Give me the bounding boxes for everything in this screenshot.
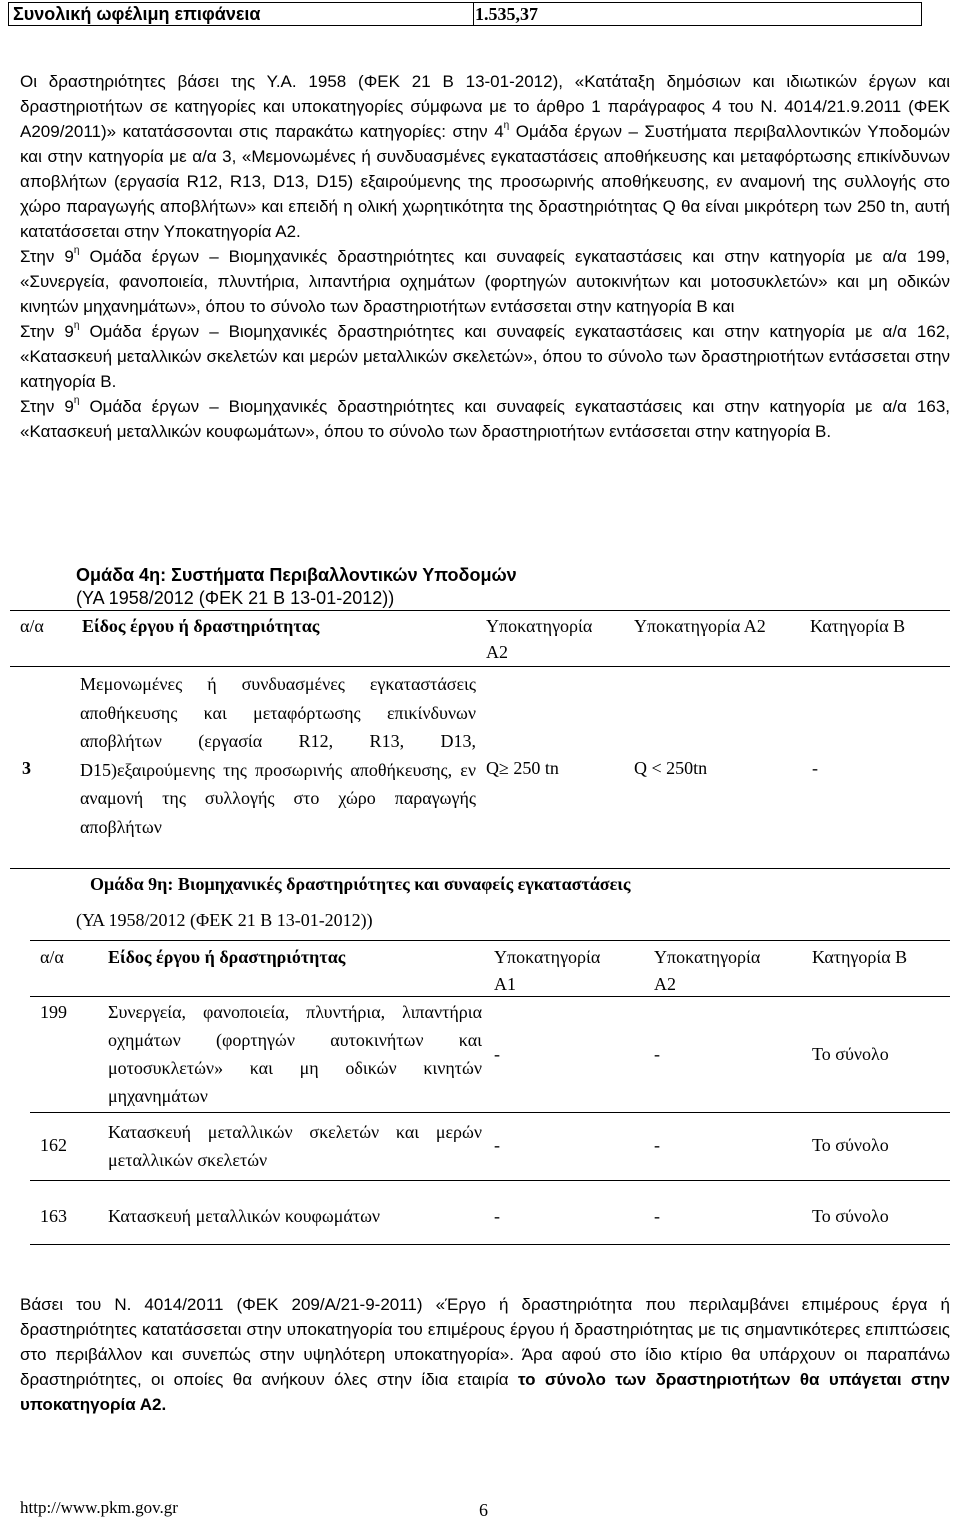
group9-row-aa: 162: [40, 1135, 67, 1155]
page-number: 6: [479, 1500, 488, 1520]
group9-header-type: Είδος έργου ή δραστηριότητας: [108, 947, 346, 967]
summary-bar: [8, 2, 922, 26]
group9-header-sub2-line1: Υποκατηγορία: [654, 947, 761, 967]
group4-header-cat-b: Κατηγορία Β: [810, 616, 906, 636]
group4-header-type: Είδος έργου ή δραστηριότητας: [82, 616, 320, 636]
group4-row-cat-b: -: [812, 758, 818, 778]
group9-row-description: Κατασκευή μεταλλικών κουφωμάτων: [108, 1206, 381, 1226]
group9-row-cat-b: Το σύνολο: [812, 1206, 889, 1226]
group9-header-sub1-line2: Α1: [494, 974, 516, 994]
intro-paragraph-4: Στην $9^\eta$ Ομάδα έργων – Βιομηχανικές δραστηριότητες και συναφείς εγκαταστάσεις και στην κατηγορία με α/α 163, «Κατασκευή μεταλλικών κουφωμάτων», όπου το σύνολο των δραστηριοτήτων εντάσσεται στην κατηγορία Β.: [20, 395, 950, 441]
group9-row-a1: -: [494, 1206, 500, 1226]
group4-title: Ομάδα 4η: Συστήματα Περιβαλλοντικών Υποδομών: [76, 565, 517, 585]
intro-paragraph-2: Στην $9^\eta$ Ομάδα έργων – Βιομηχανικές δραστηριότητες και συναφείς εγκαταστάσεις και στην κατηγορία με α/α 199, «Συνεργεία, φανοποιεία, πλυντήρια, λιπαντήρια οχημάτων (φορτηγών αυτοκινήτων και μοτοσυκλετών» και μη οδικών κινητών μηχανημάτων», όπου το σύνολο των δραστηριοτήτων εντάσσεται στην κατηγορία Β και: [20, 245, 950, 316]
group9-subtitle: (ΥΑ 1958/2012 (ΦΕΚ 21 Β 13-01-2012)): [76, 910, 373, 930]
outro-bold: το σύνολο των δραστηριοτήτων θα υπάγεται στην υποκατηγορία Α2.: [20, 1370, 950, 1414]
outro-text: [20, 1292, 950, 1417]
group9-row-a2: -: [654, 1206, 660, 1226]
group9-row-cat-b: Το σύνολο: [812, 1044, 889, 1064]
group9-row-cat-b: Το σύνολο: [812, 1135, 889, 1155]
group9-header-cat-b: Κατηγορία Β: [812, 947, 908, 967]
group4-header-sub1-line2: Α2: [486, 642, 508, 662]
group4-row-description: Μεμονωμένες ή συνδυασμένες εγκαταστάσεις αποθήκευσης και μεταφόρτωσης επικίνδυνων αποβλήτων (εργασία R12, R13, D13, D15)εξαιρούμενης της προσωρινής αποθήκευσης, εν αναμονή της συλλογής στο χώρο παραγωγής αποβλήτων: [80, 674, 476, 837]
group9-row-aa: 199: [40, 1002, 67, 1022]
outro-plain: Βάσει του Ν. 4014/2011 (ΦΕΚ 209/Α/21-9-2011) «Έργο ή δραστηριότητα που περιλαμβάνει επιμέρους έργα ή δραστηριότητες κατατάσσεται στην υποκατηγορία του επιμέρους έργου ή δραστηριότητας με τις σημαντικότερες επιπτώσεις στο περιβάλλον και συνεπώς στην υψηλότερη υποκατηγορία». Άρα αφού στο ίδιο κτίριο θα υπάρχουν οι παραπάνω δραστηριότητες, οι οποίες θα ανήκουν όλες στην ίδια εταιρία: [20, 1295, 950, 1389]
group4-row-sub2: Q < 250tn: [634, 758, 708, 778]
group4-header-aa: α/α: [20, 616, 44, 636]
group9-row-a2: -: [654, 1044, 660, 1064]
group9-header-aa: α/α: [40, 947, 64, 967]
group9-header-sub2-line2: Α2: [654, 974, 676, 994]
group9-row-description: Συνεργεία, φανοποιεία, πλυντήρια, λιπαντήρια οχημάτων (φορτηγών αυτοκινήτων και μοτοσυκλετών» και μη οδικών κινητών μηχανημάτων: [108, 1002, 482, 1106]
group9-title: Ομάδα 9η: Βιομηχανικές δραστηριότητες και συναφείς εγκαταστάσεις: [90, 874, 631, 894]
intro-paragraph-3: Στην $9^\eta$ Ομάδα έργων – Βιομηχανικές δραστηριότητες και συναφείς εγκαταστάσεις και στην κατηγορία με α/α 162, «Κατασκευή μεταλλικών σκελετών και μερών μεταλλικών σκελετών», όπου το σύνολο των δραστηριοτήτων εντάσσεται στην κατηγορία Β.: [20, 320, 950, 391]
summary-label: Συνολική ωφέλιμη επιφάνεια: [9, 3, 474, 25]
summary-value: 1.535,37: [475, 4, 538, 24]
group9-row-a2: -: [654, 1135, 660, 1155]
intro-paragraph-1: Οι δραστηριότητες βάσει της Υ.Α. 1958 (ΦΕΚ 21 Β 13-01-2012), «Κατάταξη δημόσιων και ιδιωτικών έργων και δραστηριοτήτων σε κατηγορίες και υποκατηγορίες σύμφωνα με το άρθρο 1 παράγραφος 4 του Ν. 4014/21.9.2011 (ΦΕΚ Α209/2011)» κατατάσσονται στις παρακάτω κατηγορίες: στην $4^\eta$ Ομάδα έργων – Συστήματα περιβαλλοντικών Υποδομών και στην κατηγορία με α/α 3, «Μεμονωμένες ή συνδυασμένες εγκαταστάσεις αποθήκευσης και μεταφόρτωσης επικίνδυνων αποβλήτων (εργασία R12, R13, D13, D15) εξαιρούμενης της προσωρινής αποθήκευσης, εν αναμονή της συλλογής στο χώρο παραγωγής αποβλήτων» και επειδή η ολική χωρητικότητα της δραστηριότητας Q θα είναι μικρότερη των 250 tn, αυτή κατατάσσεται στην Υποκατηγορία Α2.: [20, 72, 950, 241]
group9-header-sub1-line1: Υποκατηγορία: [494, 947, 601, 967]
group4-header-sub1-line1: Υποκατηγορία: [486, 616, 593, 636]
group9-row-aa: 163: [40, 1206, 67, 1226]
group4-row-sub1: Q≥ 250 tn: [486, 758, 559, 778]
footer-url[interactable]: http://www.pkm.gov.gr: [20, 1498, 178, 1517]
group4-subtitle: (ΥΑ 1958/2012 (ΦΕΚ 21 Β 13-01-2012)): [76, 588, 395, 608]
intro-text: [20, 69, 950, 444]
group4-row-aa: 3: [22, 758, 31, 778]
group9-row-description: Κατασκευή μεταλλικών σκελετών και μερών μεταλλικών σκελετών: [108, 1122, 482, 1170]
group4-header-sub2: Υποκατηγορία Α2: [634, 616, 766, 636]
group9-row-a1: -: [494, 1135, 500, 1155]
group9-row-a1: -: [494, 1044, 500, 1064]
